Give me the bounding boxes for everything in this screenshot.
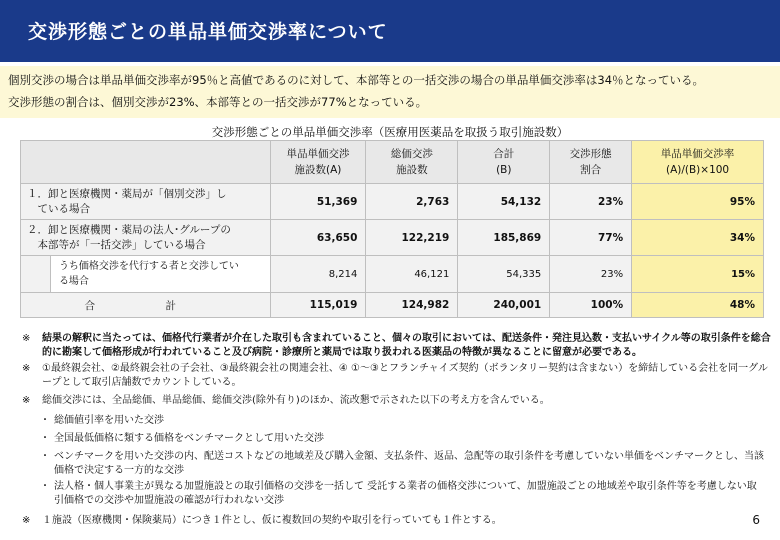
note-text: 結果の解釈に当たっては、価格代行業者が介在した取引も含まれていること、個々の取引においては、配送条件・発注見込数・支払いサイクル等の取引条件を総合的に勘案して価格形成が行われていること及び病院・診療所と薬局では取り扱われる医薬品の特徴が異なることに留意が必要である。 (42, 333, 771, 358)
note-text: 総価交渉には、全品総価、単品総価、総価交渉(除外有り)のほか、流改懇で示された以下の考え方を含んでいる。 (42, 395, 550, 406)
table-cell: 124,982 (366, 293, 458, 318)
table-row (21, 220, 764, 256)
table-cell: 23% (550, 184, 632, 220)
note-text: ①最終親会社、②最終親会社の子会社、③最終親会社の関連会社、④ ①～③とフランチャイズ契約（ボランタリー契約は含まない）を締結している会社を同一グループとして取引店舗数でカウントしている。 (42, 363, 768, 388)
summary-box (0, 66, 780, 118)
bullet-text: ベンチマークを用いた交渉の内、配送コストなどの地域差及び購入金額、支払条件、返品、急配等の取引条件を考慮していない単価をベンチマークとし、当該価格で決定する一方的な交渉 (54, 451, 764, 476)
bullet-text: 全国最低価格に類する価格をベンチマークとして用いた交渉 (54, 433, 324, 444)
header-cell: 交渉形態 割合 (550, 141, 632, 184)
title-bar (0, 0, 780, 62)
table-cell: 63,650 (270, 220, 366, 256)
header-cell: 単品単価交渉率 (A)/(B)×100 (632, 141, 764, 184)
table-cell: 185,869 (458, 220, 550, 256)
page-title: 交渉形態ごとの単品単価交渉率について (28, 21, 388, 43)
total-label: 合 計 (21, 293, 271, 318)
table-cell: 46,121 (366, 256, 458, 293)
row-label: １．卸と医療機関・薬局が「個別交渉」し ている場合 (21, 184, 271, 220)
header-cell: 単品単価交渉 施設数(A) (270, 141, 366, 184)
page-number: 6 (752, 513, 760, 527)
table-cell: 15% (632, 256, 764, 293)
negotiation-table (20, 140, 764, 318)
summary-line-2: 交渉形態の割合は、個別交渉が23%、本部等との一括交渉が77%となっている。 (8, 95, 428, 109)
bullet-mark: ・ (40, 451, 50, 462)
bullet-mark: ・ (40, 481, 50, 492)
table-cell: 23% (550, 256, 632, 293)
note-mark: ※ (22, 395, 31, 406)
row-label: うち価格交渉を代行する者と交渉してい る場合 (50, 256, 270, 293)
table-caption: 交渉形態ごとの単品単価交渉率（医療用医薬品を取扱う取引施設数） (211, 125, 569, 139)
bullet-mark: ・ (40, 433, 50, 444)
table-cell: 54,335 (458, 256, 550, 293)
bullet-text: 法人格・個人事業主が異なる加盟施設との取引価格の交渉を一括して 受託する業者の価格交渉について、加盟施設ごとの地域差や取引条件等を考慮しない取引価格での交渉や加盟施設の確認が行われない交渉 (54, 481, 757, 506)
table-cell: 48% (632, 293, 764, 318)
row-indent (21, 256, 51, 293)
summary-line-1: 個別交渉の場合は単品単価交渉率が95％と高値であるのに対して、本部等との一括交渉の場合の単品単価交渉率は34％となっている。 (8, 73, 705, 87)
table-cell: 8,214 (270, 256, 366, 293)
table-cell: 2,763 (366, 184, 458, 220)
table-cell: 115,019 (270, 293, 366, 318)
table-cell: 95% (632, 184, 764, 220)
table-row (21, 184, 764, 220)
row-label: ２．卸と医療機関・薬局の法人･グループの 本部等が「一括交渉」している場合 (21, 220, 271, 256)
table-cell: 77% (550, 220, 632, 256)
table-cell: 34% (632, 220, 764, 256)
bullet-mark: ・ (40, 415, 50, 426)
table-cell: 240,001 (458, 293, 550, 318)
table-cell: 100% (550, 293, 632, 318)
header-cell: 合計 (B) (458, 141, 550, 184)
note-mark: ※ (22, 333, 31, 344)
note-mark: ※ (22, 363, 31, 374)
table-header-row (21, 141, 764, 184)
table-cell: 54,132 (458, 184, 550, 220)
table-cell: 51,369 (270, 184, 366, 220)
header-cell: 総価交渉 施設数 (366, 141, 458, 184)
table-total-row (21, 293, 764, 318)
header-blank (21, 141, 271, 184)
note-mark: ※ (22, 515, 31, 526)
bullet-text: 総価値引率を用いた交渉 (54, 415, 164, 426)
table-row (21, 256, 764, 293)
note-text: １施設（医療機関・保険薬局）につき１件とし、仮に複数回の契約や取引を行っていても１件とする。 (42, 515, 502, 526)
table-cell: 122,219 (366, 220, 458, 256)
